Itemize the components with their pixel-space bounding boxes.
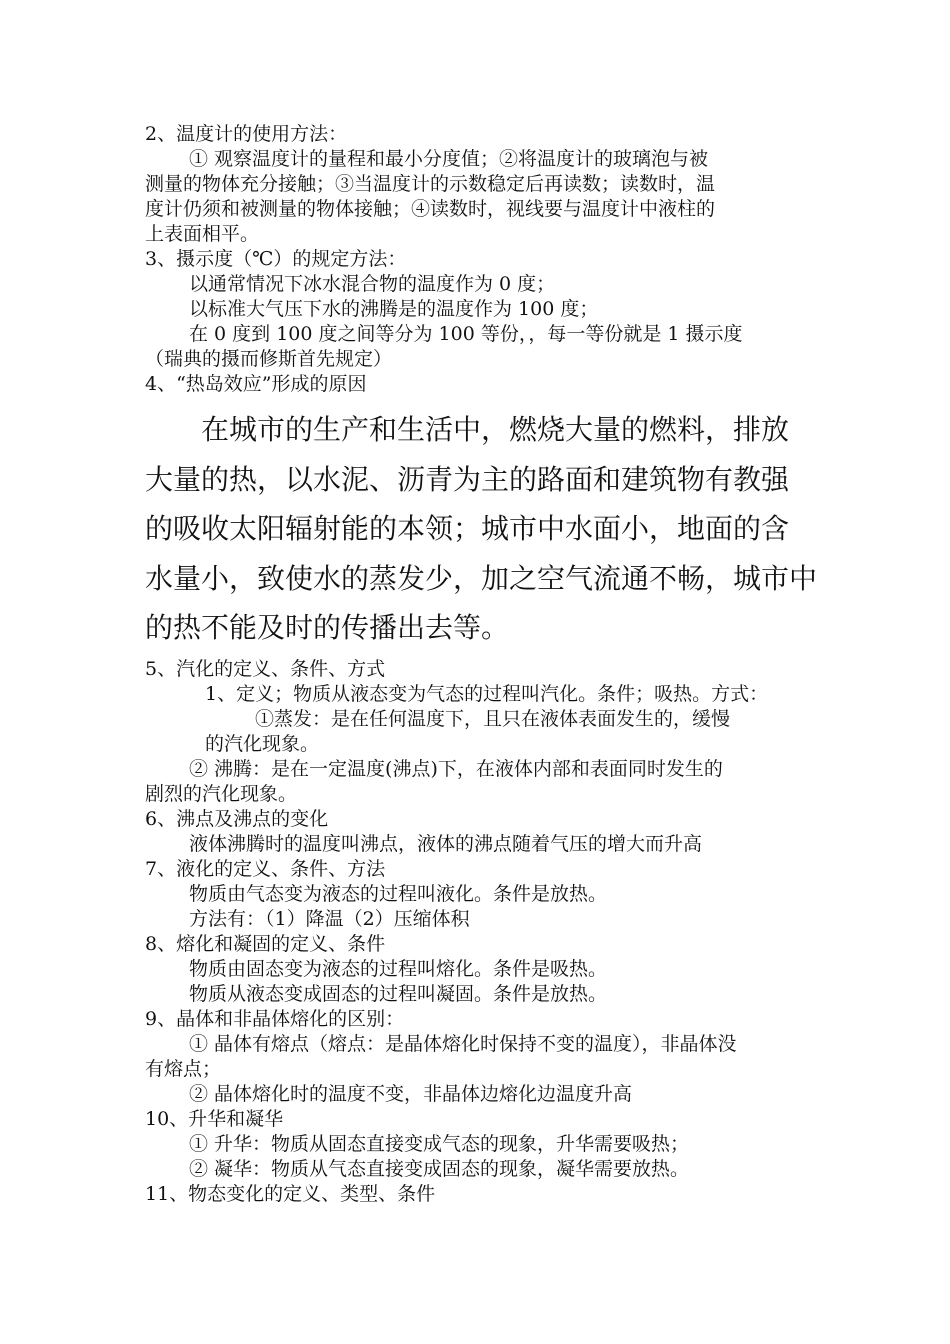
paragraph-line: 1、定义；物质从液态变为气态的过程叫汽化。条件；吸热。方式： [205, 682, 769, 705]
large-paragraph-line: 水量小，致使水的蒸发少，加之空气流通不畅，城市中 [145, 561, 818, 595]
heading-melting-solidification: 8、熔化和凝固的定义、条件 [145, 932, 386, 955]
paragraph-line: 有熔点； [145, 1057, 222, 1080]
heading-heat-island: 4、“热岛效应”形成的原因 [145, 373, 367, 395]
paragraph-line: （瑞典的摄而修斯首先规定） [145, 348, 393, 370]
heading-thermometer-usage: 2、温度计的使用方法： [145, 123, 348, 145]
heading-celsius-definition: 3、摄示度（℃）的规定方法： [145, 248, 407, 270]
large-paragraph-line: 的吸收太阳辐射能的本领；城市中水面小，地面的含 [145, 512, 790, 545]
heading-crystal-difference: 9、晶体和非晶体熔化的区别： [145, 1007, 405, 1030]
paragraph-line: 上表面相平。 [145, 223, 260, 245]
heading-sublimation: 10、升华和凝华 [145, 1107, 284, 1130]
paragraph-line: 以标准大气压下水的沸腾是的温度作为 100 度； [189, 298, 599, 320]
heading-liquefaction: 7、液化的定义、条件、方法 [145, 857, 386, 880]
paragraph-line: ① 晶体有熔点（熔点：是晶体熔化时保持不变的温度），非晶体没 [189, 1032, 737, 1055]
heading-state-change: 11、物态变化的定义、类型、条件 [145, 1182, 436, 1205]
large-paragraph-line: 大量的热，以水泥、沥青为主的路面和建筑物有教强 [145, 462, 790, 496]
paragraph-line: ② 晶体熔化时的温度不变，非晶体边熔化边温度升高 [189, 1082, 633, 1105]
document-body [145, 122, 818, 1207]
paragraph-line: ①蒸发：是在任何温度下，且只在液体表面发生的，缓慢 [255, 707, 731, 730]
heading-vaporization: 5、汽化的定义、条件、方式 [145, 657, 386, 680]
heat-island-paragraph [145, 405, 818, 653]
paragraph-line: 在 0 度到 100 度之间等分为 100 等份，，每一等份就是 1 摄示度 [189, 323, 743, 345]
large-paragraph-line: 在城市的生产和生活中，燃烧大量的燃料，排放 [201, 413, 790, 446]
paragraph-line: ① 升华：物质从固态直接变成气态的现象，升华需要吸热； [189, 1132, 690, 1155]
large-paragraph-line: 的热不能及时的传播出去等。 [145, 611, 510, 644]
paragraph-line: 物质由固态变为液态的过程叫熔化。条件是吸热。 [189, 957, 608, 980]
paragraph-line: 剧烈的汽化现象。 [145, 782, 298, 805]
paragraph-line: ② 凝华：物质从气态直接变成固态的现象，凝华需要放热。 [189, 1157, 690, 1180]
paragraph-line: 测量的物体充分接触；③当温度计的示数稳定后再读数；读数时，温 [145, 173, 716, 195]
paragraph-line: 物质从液态变成固态的过程叫凝固。条件是放热。 [189, 982, 608, 1005]
paragraph-line: 物质由气态变为液态的过程叫液化。条件是放热。 [189, 882, 608, 905]
paragraph-line: 方法有：（1）降温（2）压缩体积 [189, 907, 470, 930]
paragraph-line: ① 观察温度计的量程和最小分度值；②将温度计的玻璃泡与被 [189, 148, 709, 170]
heading-boiling-point: 6、沸点及沸点的变化 [145, 807, 329, 830]
paragraph-line: 的汽化现象。 [205, 732, 320, 755]
paragraph-line: 液体沸腾时的温度叫沸点，液体的沸点随着气压的增大而升高 [189, 832, 703, 855]
paragraph-line: ② 沸腾：是在一定温度(沸点)下，在液体内部和表面同时发生的 [189, 757, 723, 780]
paragraph-line: 以通常情况下冰水混合物的温度作为 0 度； [189, 273, 556, 295]
paragraph-line: 度计仍须和被测量的物体接触；④读数时，视线要与温度计中液柱的 [145, 198, 716, 220]
